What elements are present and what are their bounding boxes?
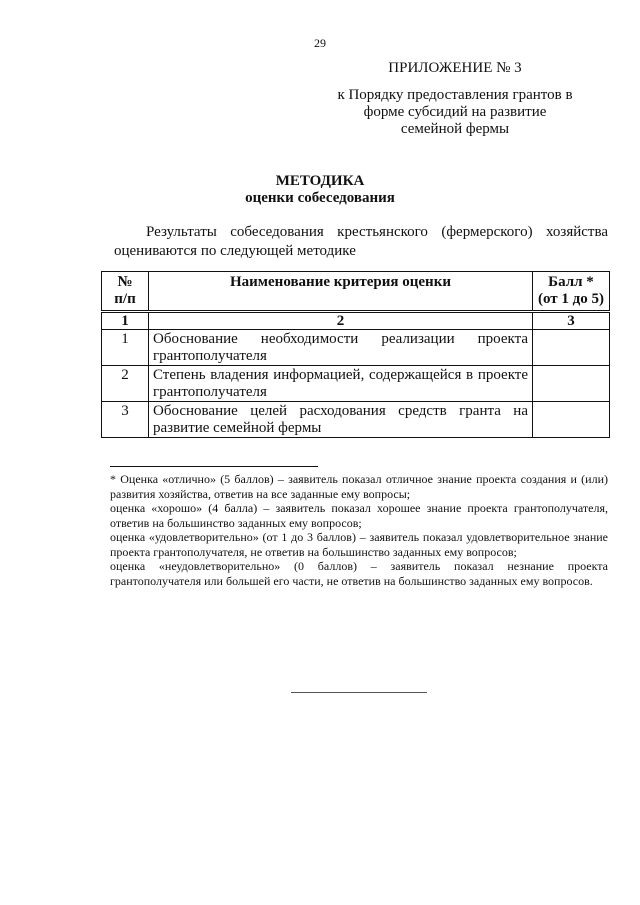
header-criterion-line: Наименование критерия оценки — [230, 274, 451, 290]
criterion-line: Степень владения информацией, содержащейся в проекте — [153, 367, 528, 383]
header-criterion — [149, 272, 533, 312]
footnote-paragraph: * Оценка «отлично» (5 баллов) – заявитель показал отличное знание проекта создания и (или) развития хозяйства, ответив на все заданные ему вопросы; — [110, 472, 608, 501]
column-number: 2 — [149, 312, 533, 330]
row-score — [533, 366, 610, 402]
appendix-block — [335, 60, 575, 138]
criterion-line: Обоснование целей расходования средств гранта на — [153, 403, 528, 419]
header-score — [533, 272, 610, 312]
heading-title: МЕТОДИКА — [275, 173, 365, 189]
footnote-paragraph: оценка «хорошо» (4 балла) – заявитель показал хорошее знание проекта грантополучателя, ответив на большинство заданных ему вопросов; — [110, 501, 608, 530]
header-number-line: п/п — [114, 291, 136, 307]
appendix-subtitle-line: форме субсидий на развитие — [363, 104, 547, 120]
row-criterion — [149, 330, 533, 366]
row-score — [533, 330, 610, 366]
column-number-row — [102, 312, 610, 330]
footnote-paragraph: оценка «удовлетворительно» (от 1 до 3 баллов) – заявитель показал удовлетворительное знание проекта грантополучателя, не ответив на большинство заданных ему вопросов; — [110, 530, 608, 559]
end-divider — [291, 692, 427, 693]
footnote-separator — [110, 466, 318, 467]
intro-paragraph: Результаты собеседования крестьянского (фермерского) хозяйства оцениваются по следующей методике — [114, 224, 608, 259]
header-number — [102, 272, 149, 312]
row-number: 2 — [102, 366, 149, 402]
header-score-line: (от 1 до 5) — [538, 291, 604, 307]
appendix-subtitle-line: к Порядку предоставления грантов в — [337, 87, 573, 103]
table-row — [102, 330, 610, 366]
row-score — [533, 402, 610, 438]
row-number: 1 — [102, 330, 149, 366]
document-heading — [0, 173, 640, 207]
column-number: 1 — [102, 312, 149, 330]
page-number: 29 — [314, 36, 326, 50]
criterion-line: грантополучателя — [153, 348, 267, 364]
row-number: 3 — [102, 402, 149, 438]
heading-subtitle: оценки собеседования — [245, 190, 395, 206]
table-row — [102, 402, 610, 438]
criterion-line: грантополучателя — [153, 384, 267, 400]
header-score-line: Балл * — [548, 274, 594, 290]
table-header-row — [102, 272, 610, 312]
header-number-line: № — [117, 274, 133, 290]
appendix-title: ПРИЛОЖЕНИЕ № 3 — [388, 60, 522, 76]
row-criterion — [149, 366, 533, 402]
column-number: 3 — [533, 312, 610, 330]
row-criterion — [149, 402, 533, 438]
criterion-line: развитие семейной фермы — [153, 420, 322, 436]
appendix-subtitle-line: семейной фермы — [400, 121, 510, 137]
footnotes — [110, 472, 608, 588]
table-row — [102, 366, 610, 402]
footnote-paragraph: оценка «неудовлетворительно» (0 баллов) – заявитель показал незнание проекта грантополучателя или большей его части, не ответив на большинство заданных ему вопросов. — [110, 559, 608, 588]
criterion-line: Обоснование необходимости реализации проекта — [153, 331, 528, 347]
criteria-table — [101, 271, 610, 438]
